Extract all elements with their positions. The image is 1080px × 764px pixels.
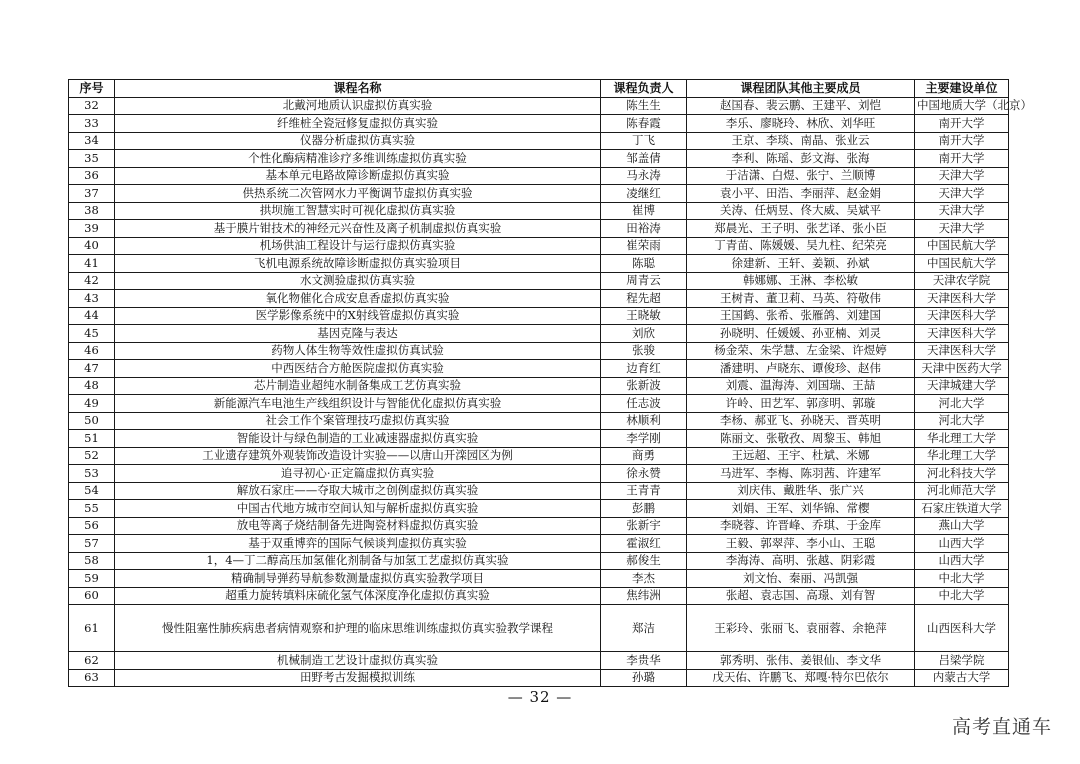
cell-institution: 南开大学 [915,132,1009,150]
cell-index: 55 [69,500,115,518]
cell-team-members: 潘建明、卢晓东、谭俊珍、赵伟 [687,360,915,378]
cell-course-name: 个性化酶病精准诊疗多维训练虚拟仿真实验 [115,150,601,168]
table-row [69,360,1009,378]
cell-team-members: 王树青、董卫莉、马英、符敬伟 [687,290,915,308]
cell-team-members: 王毅、郭翠萍、李小山、王聪 [687,535,915,553]
cell-team-members: 关涛、任炳昱、佟大威、吴斌平 [687,202,915,220]
cell-institution: 吕梁学院 [915,652,1009,670]
cell-institution: 天津中医药大学 [915,360,1009,378]
cell-course-lead: 任志波 [601,395,687,413]
cell-course-name: 工业遗存建筑外观装饰改造设计实验——以唐山开滦园区为例 [115,447,601,465]
cell-institution: 山西大学 [915,535,1009,553]
cell-institution: 山西医科大学 [915,605,1009,652]
cell-course-name: 放电等离子烧结制备先进陶瓷材料虚拟仿真实验 [115,517,601,535]
cell-team-members: 刘娟、王军、刘华锦、常樱 [687,500,915,518]
cell-course-lead: 边育红 [601,360,687,378]
table-row [69,587,1009,605]
cell-institution: 河北科技大学 [915,465,1009,483]
cell-index: 33 [69,115,115,133]
cell-course-name: 中国古代地方城市空间认知与解析虚拟仿真实验 [115,500,601,518]
table-row [69,290,1009,308]
cell-course-lead: 张骏 [601,342,687,360]
cell-team-members: 许岭、田艺军、郭彦明、郭璇 [687,395,915,413]
table-row [69,652,1009,670]
cell-team-members: 李杨、郝亚飞、孙晓天、晋英明 [687,412,915,430]
cell-team-members: 王国鹤、张希、张雁鸽、刘建国 [687,307,915,325]
cell-institution: 河北大学 [915,412,1009,430]
table-row [69,430,1009,448]
cell-course-lead: 程先超 [601,290,687,308]
cell-institution: 中国民航大学 [915,255,1009,273]
cell-course-name: 机械制造工艺设计虚拟仿真实验 [115,652,601,670]
cell-institution: 石家庄铁道大学 [915,500,1009,518]
cell-team-members: 韩娜娜、王淋、李松敏 [687,272,915,290]
cell-course-lead: 邹盖倩 [601,150,687,168]
cell-institution: 内蒙古大学 [915,669,1009,687]
cell-course-lead: 李贵华 [601,652,687,670]
cell-institution: 天津大学 [915,167,1009,185]
table-row [69,150,1009,168]
table-header-row [69,80,1009,98]
cell-institution: 天津医科大学 [915,307,1009,325]
cell-course-name: 1，4—丁二醇高压加氢催化剂制备与加氢工艺虚拟仿真实验 [115,552,601,570]
cell-index: 62 [69,652,115,670]
course-table [68,79,1032,687]
cell-course-lead: 徐永赞 [601,465,687,483]
cell-course-lead: 崔博 [601,202,687,220]
cell-institution: 天津农学院 [915,272,1009,290]
header-index: 序号 [69,80,115,98]
cell-course-name: 田野考古发掘模拟训练 [115,669,601,687]
cell-course-name: 基于膜片钳技术的神经元兴奋性及离子机制虚拟仿真实验 [115,220,601,238]
cell-course-name: 氧化物催化合成安息香虚拟仿真实验 [115,290,601,308]
cell-team-members: 于洁潇、白煜、张宁、兰顺博 [687,167,915,185]
cell-course-name: 医学影像系统中的X射线管虚拟仿真实验 [115,307,601,325]
cell-course-name: 精确制导弹药导航参数测量虚拟仿真实验教学项目 [115,570,601,588]
cell-index: 39 [69,220,115,238]
header-team-members: 课程团队其他主要成员 [687,80,915,98]
cell-course-lead: 李学刚 [601,430,687,448]
cell-course-name: 供热系统二次管网水力平衡调节虚拟仿真实验 [115,185,601,203]
cell-team-members: 孙晓明、任媛媛、孙亚楠、刘灵 [687,325,915,343]
cell-course-lead: 刘欣 [601,325,687,343]
cell-course-name: 智能设计与绿色制造的工业减速器虚拟仿真实验 [115,430,601,448]
cell-team-members: 王彩玲、张丽飞、袁丽蓉、余艳萍 [687,605,915,652]
cell-index: 60 [69,587,115,605]
cell-course-name: 超重力旋转填料床硫化氢气体深度净化虚拟仿真实验 [115,587,601,605]
cell-institution: 天津城建大学 [915,377,1009,395]
cell-index: 36 [69,167,115,185]
table-row [69,570,1009,588]
cell-index: 50 [69,412,115,430]
cell-course-name: 纤维桩全瓷冠修复虚拟仿真实验 [115,115,601,133]
table-row [69,342,1009,360]
table-row [69,447,1009,465]
cell-team-members: 张超、袁志国、高璟、刘有智 [687,587,915,605]
cell-course-name: 社会工作个案管理技巧虚拟仿真实验 [115,412,601,430]
cell-index: 42 [69,272,115,290]
cell-course-lead: 周青云 [601,272,687,290]
cell-institution: 华北理工大学 [915,430,1009,448]
cell-index: 40 [69,237,115,255]
cell-index: 34 [69,132,115,150]
cell-index: 44 [69,307,115,325]
cell-institution: 中北大学 [915,570,1009,588]
cell-institution: 南开大学 [915,150,1009,168]
cell-team-members: 刘文怡、秦丽、冯凯强 [687,570,915,588]
cell-course-name: 拱坝施工智慧实时可视化虚拟仿真实验 [115,202,601,220]
cell-course-lead: 张新宇 [601,517,687,535]
cell-course-lead: 霍淑红 [601,535,687,553]
cell-institution: 山西大学 [915,552,1009,570]
cell-course-lead: 田裕涛 [601,220,687,238]
cell-index: 38 [69,202,115,220]
table-row [69,669,1009,687]
cell-index: 37 [69,185,115,203]
cell-institution: 中北大学 [915,587,1009,605]
cell-team-members: 刘庆伟、戴胜华、张广兴 [687,482,915,500]
cell-course-lead: 陈春霞 [601,115,687,133]
cell-index: 53 [69,465,115,483]
cell-index: 61 [69,605,115,652]
cell-course-lead: 商勇 [601,447,687,465]
table-body [69,97,1032,687]
table-row [69,517,1009,535]
table-row [69,395,1009,413]
table-row [69,220,1009,238]
cell-course-name: 中西医结合方舱医院虚拟仿真实验 [115,360,601,378]
cell-index: 35 [69,150,115,168]
cell-course-name: 机场供油工程设计与运行虚拟仿真实验 [115,237,601,255]
cell-index: 58 [69,552,115,570]
cell-course-name: 基本单元电路故障诊断虚拟仿真实验 [115,167,601,185]
page-number: — 32 — [507,688,573,706]
table-row [69,605,1009,652]
cell-team-members: 赵国春、裴云鹏、王建平、刘恺 [687,97,915,115]
cell-team-members: 李海涛、高明、张越、阴彩霞 [687,552,915,570]
cell-course-lead: 张新波 [601,377,687,395]
cell-course-name: 仪器分析虚拟仿真实验 [115,132,601,150]
table-row [69,325,1009,343]
cell-team-members: 杨金荣、朱学慧、左金梁、许煜婷 [687,342,915,360]
table-row [69,535,1009,553]
cell-team-members: 戊天佑、许鹏飞、郑嘎·特尔巴依尔 [687,669,915,687]
table-row [69,552,1009,570]
cell-institution: 南开大学 [915,115,1009,133]
cell-institution: 华北理工大学 [915,447,1009,465]
cell-course-name: 北戴河地质认识虚拟仿真实验 [115,97,601,115]
cell-institution: 天津大学 [915,185,1009,203]
cell-institution: 天津医科大学 [915,290,1009,308]
table-row [69,167,1009,185]
cell-course-lead: 焦纬洲 [601,587,687,605]
cell-course-lead: 郝俊生 [601,552,687,570]
table-row [69,237,1009,255]
cell-institution: 天津医科大学 [915,325,1009,343]
cell-institution: 河北大学 [915,395,1009,413]
table-row [69,255,1009,273]
cell-course-name: 解放石家庄——夺取大城市之创例虚拟仿真实验 [115,482,601,500]
table-row [69,500,1009,518]
table-row [69,307,1009,325]
cell-index: 32 [69,97,115,115]
cell-index: 41 [69,255,115,273]
cell-team-members: 陈丽文、张敬孜、周黎玉、韩旭 [687,430,915,448]
cell-index: 45 [69,325,115,343]
cell-course-name: 药物人体生物等效性虚拟仿真试验 [115,342,601,360]
cell-institution: 中国地质大学（北京） [915,97,1009,115]
cell-course-lead: 马永涛 [601,167,687,185]
cell-course-name: 芯片制造业超纯水制备集成工艺仿真实验 [115,377,601,395]
cell-institution: 天津大学 [915,202,1009,220]
table-row [69,412,1009,430]
watermark-text: 高考直通车 [951,716,1052,738]
cell-index: 46 [69,342,115,360]
cell-index: 49 [69,395,115,413]
header-course-name: 课程名称 [115,80,601,98]
cell-index: 59 [69,570,115,588]
cell-institution: 燕山大学 [915,517,1009,535]
cell-course-lead: 凌继红 [601,185,687,203]
cell-course-name: 飞机电源系统故障诊断虚拟仿真实验项目 [115,255,601,273]
cell-course-lead: 崔荣雨 [601,237,687,255]
table-row [69,272,1009,290]
cell-index: 48 [69,377,115,395]
table-row [69,202,1009,220]
table-row [69,465,1009,483]
cell-team-members: 郭秀明、张伟、姜银仙、李文华 [687,652,915,670]
table-row [69,482,1009,500]
cell-institution: 中国民航大学 [915,237,1009,255]
cell-course-lead: 王晓敏 [601,307,687,325]
cell-course-name: 水文测验虚拟仿真实验 [115,272,601,290]
cell-institution: 天津医科大学 [915,342,1009,360]
cell-index: 52 [69,447,115,465]
cell-course-lead: 陈生生 [601,97,687,115]
table-row [69,185,1009,203]
table-row [69,132,1009,150]
table-row [69,115,1009,133]
cell-index: 56 [69,517,115,535]
cell-course-lead: 李杰 [601,570,687,588]
cell-institution: 天津大学 [915,220,1009,238]
cell-course-lead: 林顺利 [601,412,687,430]
cell-course-lead: 彭鹏 [601,500,687,518]
cell-team-members: 李利、陈瑶、彭文海、张海 [687,150,915,168]
cell-index: 47 [69,360,115,378]
cell-team-members: 郑晨光、王子明、张艺译、张小臣 [687,220,915,238]
cell-team-members: 丁青苗、陈媛媛、吴九柱、纪荣亮 [687,237,915,255]
cell-team-members: 袁小平、田浩、李丽萍、赵金娟 [687,185,915,203]
cell-team-members: 李乐、廖晓玲、林欣、刘华旺 [687,115,915,133]
cell-course-name: 追寻初心·正定篇虚拟仿真实验 [115,465,601,483]
cell-index: 63 [69,669,115,687]
cell-course-name: 新能源汽车电池生产线组织设计与智能优化虚拟仿真实验 [115,395,601,413]
header-course-lead: 课程负责人 [601,80,687,98]
cell-course-lead: 陈聪 [601,255,687,273]
cell-course-name: 基于双重博弈的国际气候谈判虚拟仿真实验 [115,535,601,553]
table-row [69,97,1009,115]
cell-index: 43 [69,290,115,308]
table-row [69,377,1009,395]
cell-team-members: 王京、李琰、南晶、张业云 [687,132,915,150]
cell-course-lead: 孙璐 [601,669,687,687]
cell-index: 51 [69,430,115,448]
cell-index: 54 [69,482,115,500]
header-institution: 主要建设单位 [915,80,1009,98]
cell-team-members: 徐建新、王轩、姜颖、孙斌 [687,255,915,273]
cell-team-members: 刘震、温海涛、刘国瑞、王喆 [687,377,915,395]
cell-course-name: 基因克隆与表达 [115,325,601,343]
cell-course-lead: 王青青 [601,482,687,500]
cell-index: 57 [69,535,115,553]
cell-course-name: 慢性阻塞性肺疾病患者病情观察和护理的临床思维训练虚拟仿真实验教学课程 [115,605,601,652]
cell-course-lead: 丁飞 [601,132,687,150]
cell-team-members: 马进军、李梅、陈羽茜、许建军 [687,465,915,483]
cell-course-lead: 郑洁 [601,605,687,652]
cell-team-members: 李晓蓉、许晋峰、乔琪、于金库 [687,517,915,535]
cell-team-members: 王远超、王宇、杜斌、米娜 [687,447,915,465]
cell-institution: 河北师范大学 [915,482,1009,500]
